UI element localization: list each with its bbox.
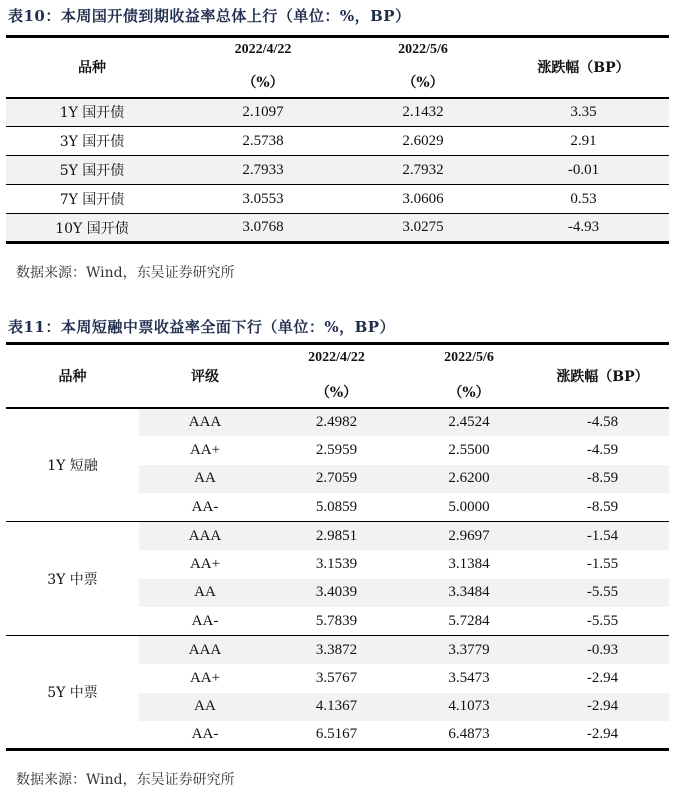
cell-value-date2: 2.6200 xyxy=(402,465,536,494)
cell-variety: 5Y 中票 xyxy=(6,636,139,750)
table-row xyxy=(6,98,669,127)
table11-source-note: 数据来源：Wind，东吴证券研究所 xyxy=(16,772,235,788)
header-date2-unit: （%） xyxy=(448,384,490,401)
cell-change: -8.59 xyxy=(536,465,669,494)
table10 xyxy=(6,35,669,244)
cell-value-date1: 2.1097 xyxy=(178,98,348,127)
cell-value-date1: 3.5767 xyxy=(315,669,358,686)
table-row xyxy=(6,185,669,214)
cell-variety: 7Y 国开债 xyxy=(59,192,125,208)
header-date1-label: 2022/4/22 xyxy=(308,349,365,365)
header-variety: 品种 xyxy=(58,368,87,385)
header-rating: 评级 xyxy=(191,368,219,385)
cell-value-date1: 5.0859 xyxy=(315,498,358,515)
cell-value-date2: 2.7932 xyxy=(348,156,498,185)
table10-source-note: 数据来源：Wind，东吴证券研究所 xyxy=(16,265,235,281)
cell-change: -2.94 xyxy=(586,726,619,742)
cell-variety: 10Y 国开债 xyxy=(6,214,178,243)
cell-change: -0.01 xyxy=(498,156,669,185)
table-row xyxy=(6,522,669,551)
cell-value-date2: 2.9697 xyxy=(402,522,536,551)
cell-value-date1: 2.7933 xyxy=(178,156,348,185)
cell-rating: AA- xyxy=(191,612,219,629)
cell-rating: AAA xyxy=(139,522,271,551)
cell-change: -4.59 xyxy=(586,441,619,458)
header-date2-label: 2022/5/6 xyxy=(444,349,494,365)
header-change: 涨跌幅（BP） xyxy=(556,368,649,385)
table-row xyxy=(6,214,669,243)
cell-variety: 5Y 国开债 xyxy=(6,156,178,185)
cell-value-date2: 2.4524 xyxy=(402,408,536,437)
cell-change: -5.55 xyxy=(586,612,619,629)
cell-value-date1: 2.7059 xyxy=(271,465,402,494)
cell-value-date2: 3.0275 xyxy=(348,214,498,243)
cell-rating: AA- xyxy=(191,726,219,742)
cell-value-date2: 3.5473 xyxy=(448,669,490,686)
cell-value-date1: 3.0768 xyxy=(178,214,348,243)
cell-rating: AA xyxy=(139,465,271,494)
cell-change: -0.93 xyxy=(536,636,669,665)
cell-change: -2.94 xyxy=(586,669,619,686)
header-date2 xyxy=(348,37,498,98)
header-date2-label: 2022/5/6 xyxy=(398,42,448,58)
group-3y-mtn xyxy=(6,522,669,636)
cell-rating: AAA xyxy=(139,636,271,665)
cell-variety: 3Y 国开债 xyxy=(59,134,125,150)
header-date1 xyxy=(178,37,348,98)
cell-value-date1: 3.1539 xyxy=(315,555,358,572)
cell-value-date1: 2.5959 xyxy=(315,441,358,458)
cell-value-date1: 2.5738 xyxy=(242,132,284,149)
table10-header-row xyxy=(6,37,669,98)
cell-value-date2: 4.1073 xyxy=(402,693,536,722)
cell-value-date2: 3.0606 xyxy=(402,190,444,207)
cell-value-date2: 3.3779 xyxy=(402,636,536,665)
cell-value-date1: 3.4039 xyxy=(271,579,402,608)
cell-value-date2: 5.0000 xyxy=(448,498,490,515)
group-1y-short-term xyxy=(6,408,669,522)
cell-change: -1.54 xyxy=(536,522,669,551)
header-date1-label: 2022/4/22 xyxy=(234,42,292,58)
header-date2 xyxy=(402,344,536,408)
cell-value-date1: 6.5167 xyxy=(315,726,358,742)
cell-value-date1: 2.9851 xyxy=(271,522,402,551)
header-date1 xyxy=(271,344,402,408)
cell-change: -4.58 xyxy=(536,408,669,437)
cell-change: -2.94 xyxy=(536,693,669,722)
table-row xyxy=(6,127,669,156)
cell-variety: 3Y 中票 xyxy=(6,522,139,636)
cell-value-date2: 3.3484 xyxy=(402,579,536,608)
cell-change: 3.35 xyxy=(498,98,669,127)
cell-rating: AA+ xyxy=(189,441,221,458)
cell-change: -5.55 xyxy=(536,579,669,608)
header-date1-unit: （%） xyxy=(242,75,284,92)
cell-value-date2: 3.1384 xyxy=(448,555,490,572)
cell-change: -1.55 xyxy=(586,555,619,572)
header-date1-unit: （%） xyxy=(315,384,358,401)
cell-value-date1: 3.3872 xyxy=(271,636,402,665)
table11 xyxy=(6,342,669,751)
cell-change: -8.59 xyxy=(586,498,619,515)
cell-change: 2.91 xyxy=(570,132,597,149)
cell-value-date2: 2.6029 xyxy=(402,132,444,149)
table-row xyxy=(6,636,669,665)
cell-rating: AA xyxy=(139,579,271,608)
cell-variety: 1Y 短融 xyxy=(6,408,139,522)
cell-value-date1: 5.7839 xyxy=(315,612,358,629)
table11-header-row xyxy=(6,344,669,408)
header-change: 涨跌幅（BP） xyxy=(537,60,630,77)
header-date2-unit: （%） xyxy=(402,75,444,92)
cell-value-date2: 5.7284 xyxy=(448,612,490,629)
table-row xyxy=(6,156,669,185)
header-variety: 品种 xyxy=(78,60,106,77)
cell-change: 0.53 xyxy=(570,190,597,207)
cell-value-date2: 2.5500 xyxy=(448,441,490,458)
cell-variety: 1Y 国开债 xyxy=(6,98,178,127)
cell-value-date2: 2.1432 xyxy=(348,98,498,127)
cell-change: -4.93 xyxy=(498,214,669,243)
cell-value-date2: 6.4873 xyxy=(448,726,490,742)
cell-rating: AA- xyxy=(191,498,219,515)
cell-value-date1: 3.0553 xyxy=(242,190,284,207)
cell-rating: AA+ xyxy=(189,555,221,572)
cell-value-date1: 4.1367 xyxy=(271,693,402,722)
cell-rating: AA+ xyxy=(189,669,221,686)
table-row xyxy=(6,408,669,437)
table11-title: 表11：本周短融中票收益率全面下行（单位：%，BP） xyxy=(8,318,396,336)
cell-rating: AA xyxy=(139,693,271,722)
cell-rating: AAA xyxy=(139,408,271,437)
cell-value-date1: 2.4982 xyxy=(271,408,402,437)
group-5y-mtn xyxy=(6,636,669,750)
table10-title: 表10：本周国开债到期收益率总体上行（单位：%，BP） xyxy=(8,7,411,25)
